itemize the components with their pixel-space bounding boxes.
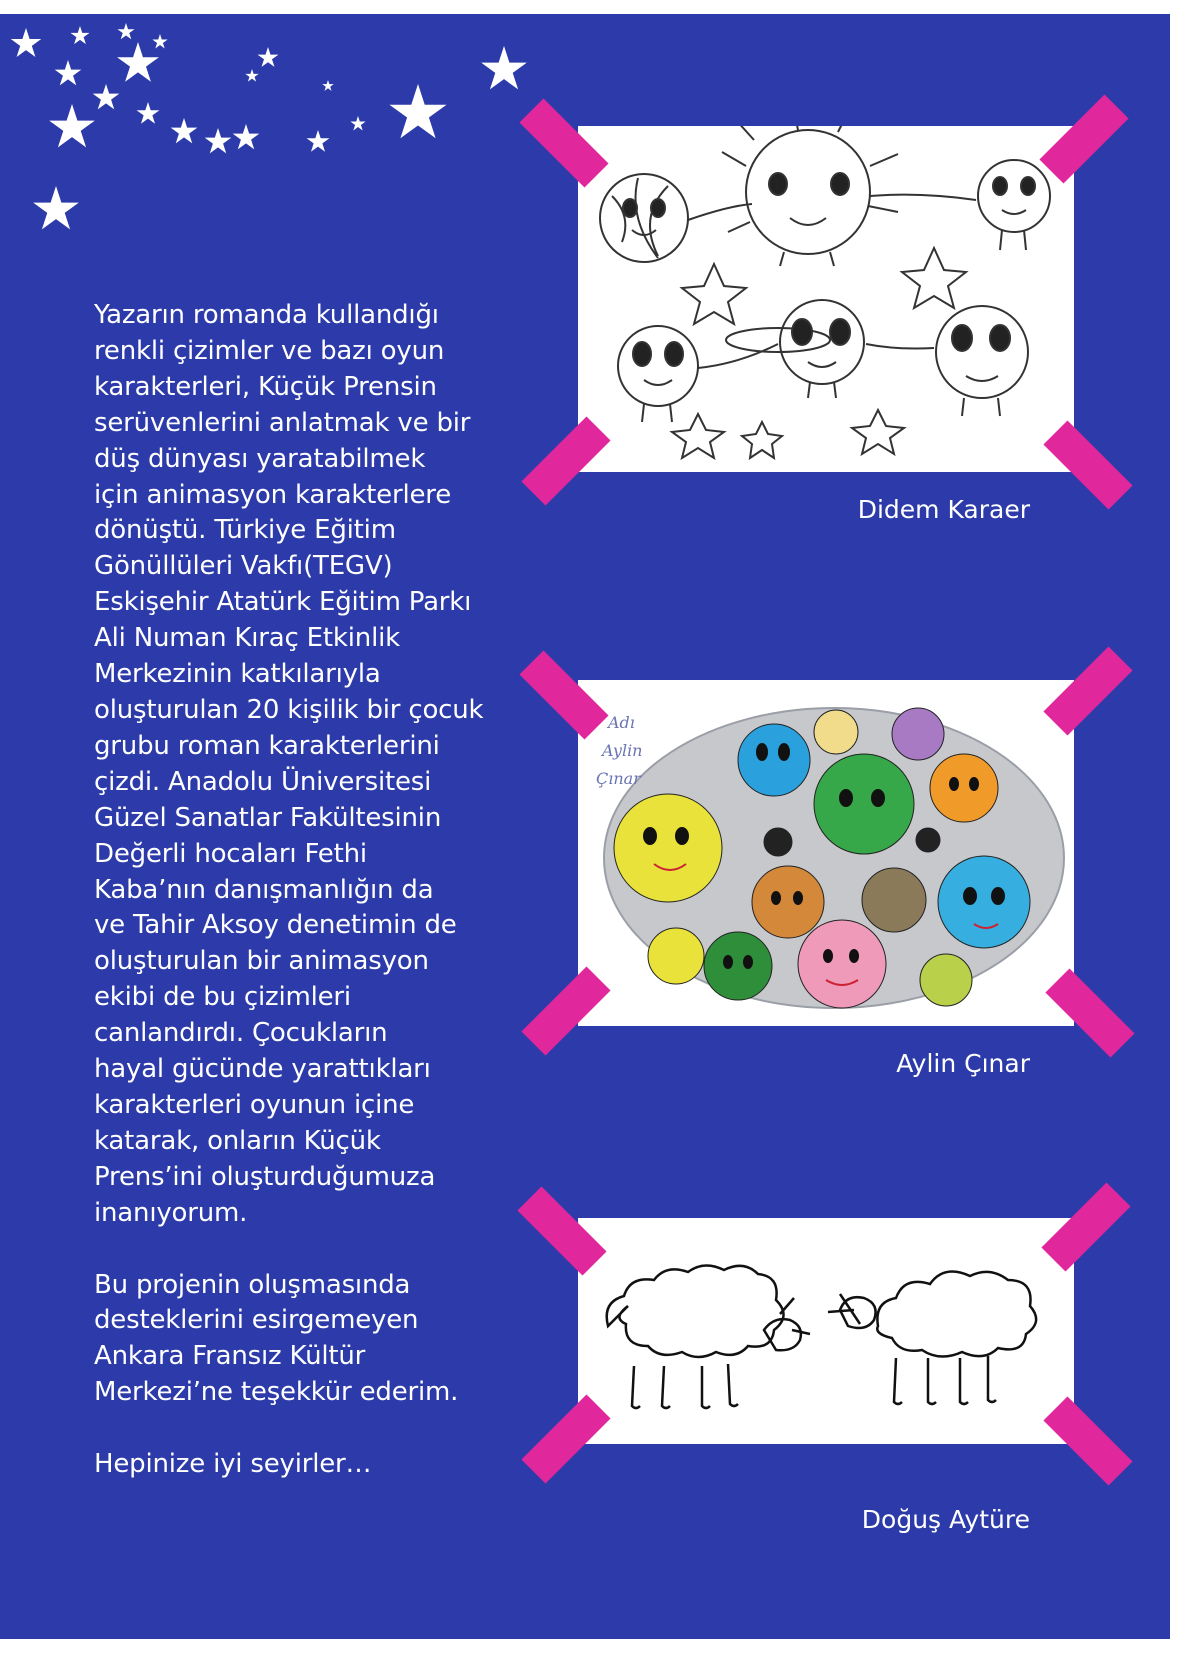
body-paragraph-1: Yazarın romanda kullandığı renkli çizimler ve bazı oyun karakterleri, Küçük Prensin serüvenlerini anlatmak ve bir düş dünyası yaratabilmek için animasyon karakterlere dönüştü. Türkiye Eğitim Gönüllüleri Vakfı(TEGV) Eskişehir Atatürk Eğitim Parkı Ali Numan Kıraç Etkinlik Merkezinin katkılarıyla oluşturulan 20 kişilik bir çocuk grubu roman karakterlerini çizdi. Anadolu Üniversitesi Güzel Sanatlar Fakültesinin Değerli hocaları Fethi Kaba’nın danışmanlığın da ve Tahir Aksoy denetimin de oluşturulan bir animasyon ekibi de bu çizimleri canlandırdı. Çocukların hayal gücünde yarattıkları karakterleri oyunun içine katarak, onların Küçük Prens’ini oluşturduğumuza inanıyorum. <box>94 300 484 1228</box>
body-paragraph-3: Hepinize iyi seyirler… <box>94 1449 372 1480</box>
two-sheep-drawing-icon <box>578 1218 1074 1444</box>
drawing-caption-1: Didem Karaer <box>857 495 1030 524</box>
drawing-caption-3: Doğuş Aytüre <box>861 1505 1030 1534</box>
page <box>0 14 1170 1639</box>
drawing-caption-2: Aylin Çınar <box>896 1049 1030 1078</box>
drawing-frame-1 <box>578 126 1074 472</box>
body-paragraph-2: Bu projenin oluşmasında desteklerini esirgemeyen Ankara Fransız Kültür Merkezi’ne teşekkür ederim. <box>94 1269 459 1408</box>
svg-text:Çınar: Çınar <box>596 769 641 788</box>
drawing-frame-3 <box>578 1218 1074 1444</box>
svg-text:Aylin: Aylin <box>602 741 643 760</box>
svg-text:Adı: Adı <box>608 713 635 732</box>
stars-decoration <box>0 14 560 264</box>
body-text <box>94 298 514 1519</box>
planets-holding-hands-drawing-icon <box>578 126 1074 472</box>
colorful-faces-drawing-icon <box>578 680 1074 1026</box>
drawing-frame-2 <box>578 680 1074 1026</box>
